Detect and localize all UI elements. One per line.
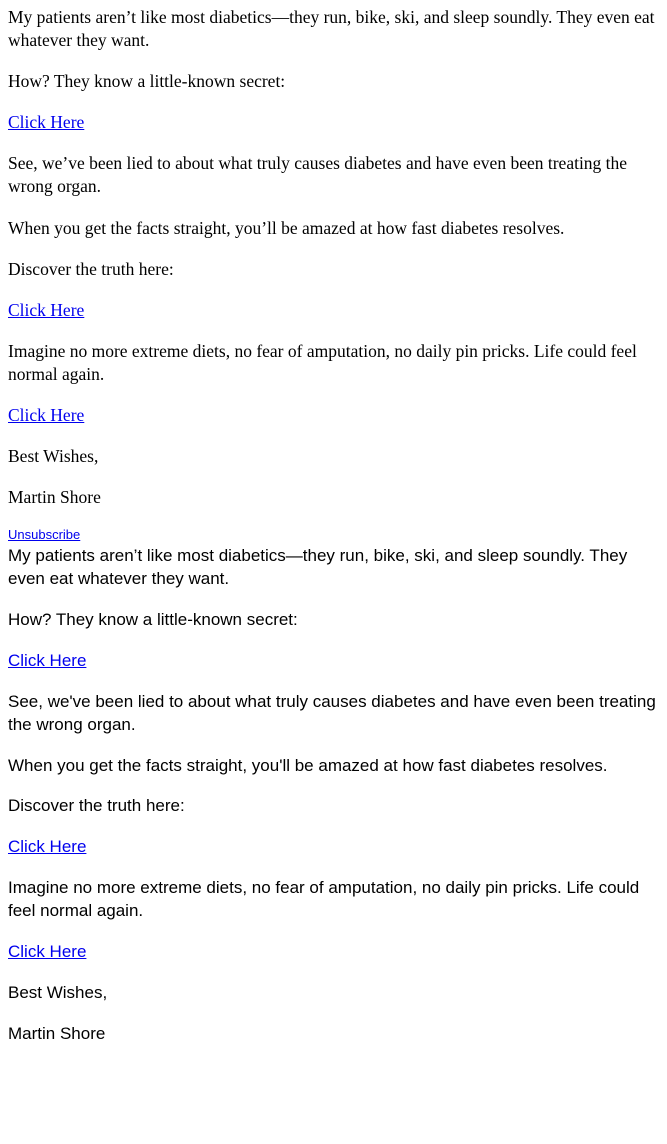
serif-paragraph-lied: See, we’ve been lied to about what truly causes diabetes and have even been treating the wrong organ. [8,153,628,197]
serif-paragraph-facts: When you get the facts straight, you’ll be amazed at how fast diabetes resolves. [8,217,565,238]
serif-cta-3 [8,404,659,427]
email-sans-section [8,545,659,1046]
click-here-link-6[interactable]: Click Here [8,942,87,962]
sans-paragraph-secret: How? They know a little-known secret: [8,609,298,629]
sans-paragraph-intro: My patients aren’t like most diabetics—they run, bike, ski, and sleep soundly. They even eat whatever they want. [8,545,628,588]
serif-paragraph-secret: How? They know a little-known secret: [8,71,286,92]
unsubscribe-link[interactable]: Unsubscribe [8,527,81,543]
click-here-link-5[interactable]: Click Here [8,837,87,857]
sans-paragraph-discover: Discover the truth here: [8,796,185,816]
unsubscribe-row [8,527,659,543]
email-serif-section [8,0,659,509]
serif-paragraph-imagine: Imagine no more extreme diets, no fear of amputation, no daily pin pricks. Life could feel normal again. [8,340,637,384]
sans-paragraph-imagine: Imagine no more extreme diets, no fear of amputation, no daily pin pricks. Life could feel normal again. [8,878,640,921]
sans-paragraph-lied: See, we've been lied to about what truly causes diabetes and have even been treating the wrong organ. [8,691,656,734]
sans-cta-2 [8,836,659,859]
sans-signature: Martin Shore [8,1024,106,1044]
serif-cta-1 [8,111,659,134]
sans-signoff: Best Wishes, [8,983,108,1003]
serif-signature: Martin Shore [8,487,101,508]
sans-paragraph-facts: When you get the facts straight, you'll be amazed at how fast diabetes resolves. [8,755,608,775]
serif-paragraph-intro: My patients aren’t like most diabetics—they run, bike, ski, and sleep soundly. They even eat whatever they want. [8,7,655,51]
click-here-link-2[interactable]: Click Here [8,299,85,320]
serif-signoff: Best Wishes, [8,446,99,467]
click-here-link-4[interactable]: Click Here [8,650,87,670]
serif-paragraph-discover: Discover the truth here: [8,258,174,279]
sans-cta-1 [8,650,659,673]
serif-cta-2 [8,299,659,322]
click-here-link-3[interactable]: Click Here [8,405,85,426]
sans-cta-3 [8,941,659,964]
click-here-link-1[interactable]: Click Here [8,112,85,133]
